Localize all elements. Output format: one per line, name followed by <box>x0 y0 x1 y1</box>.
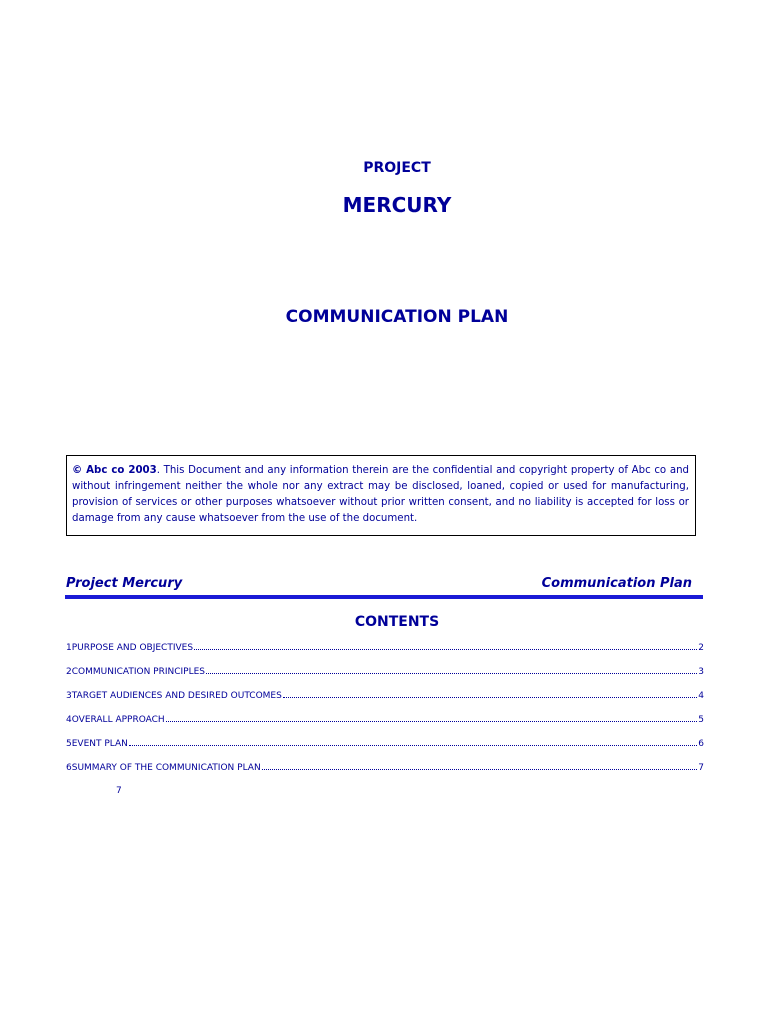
toc-entry-number: 5 <box>66 739 72 749</box>
toc-entry-number: 4 <box>66 715 72 725</box>
toc-entry-number: 2 <box>66 667 72 677</box>
project-label: PROJECT <box>363 160 431 176</box>
toc-leader-dots <box>166 720 698 722</box>
toc-entry-title: OVERALL APPROACH <box>71 715 165 725</box>
table-of-contents <box>66 643 704 787</box>
toc-entry[interactable] <box>66 643 704 667</box>
toc-entry[interactable] <box>66 739 704 763</box>
toc-leader-dots <box>262 768 698 770</box>
contents-heading: CONTENTS <box>354 614 440 630</box>
copyright-body: . This Document and any information therein are the confidential and copyright property of Abc co and without infringement neither the whole nor any extract may be disclosed, loaned, copied or used for manufacturing, provision of services or other purposes whatsoever without prior written consent, and no liability is accepted for loss or damage from any cause whatsoever from the use of the document. <box>72 465 690 524</box>
project-name-title: MERCURY <box>342 193 452 217</box>
running-header-left: Project Mercury <box>66 576 183 591</box>
toc-leader-dots <box>283 696 697 698</box>
toc-entry-title: COMMUNICATION PRINCIPLES <box>71 667 206 677</box>
toc-entry[interactable] <box>66 715 704 739</box>
toc-entry-title: TARGET AUDIENCES AND DESIRED OUTCOMES <box>71 691 282 701</box>
toc-entry-page: 7 <box>698 763 704 773</box>
toc-leader-dots <box>194 648 697 650</box>
toc-entry-title: PURPOSE AND OBJECTIVES <box>71 643 194 653</box>
copyright-lead: © Abc co 2003 <box>72 465 157 476</box>
toc-leader-dots <box>129 744 697 746</box>
toc-entry-page: 3 <box>698 667 704 677</box>
toc-entry-page: 4 <box>698 691 704 701</box>
trailing-page-number: 7 <box>116 786 122 796</box>
toc-entry[interactable] <box>66 667 704 691</box>
toc-entry-title: SUMMARY OF THE COMMUNICATION PLAN <box>71 763 261 773</box>
toc-entry[interactable] <box>66 691 704 715</box>
toc-entry-title: EVENT PLAN <box>71 739 128 749</box>
toc-entry[interactable] <box>66 763 704 787</box>
toc-entry-number: 6 <box>66 763 72 773</box>
toc-entry-page: 5 <box>698 715 704 725</box>
document-title: COMMUNICATION PLAN <box>285 307 509 327</box>
toc-leader-dots <box>206 672 697 674</box>
toc-entry-number: 3 <box>66 691 72 701</box>
copyright-notice <box>66 455 696 536</box>
toc-entry-number: 1 <box>66 643 72 653</box>
toc-entry-page: 6 <box>698 739 704 749</box>
header-rule <box>65 595 703 599</box>
running-header-right: Communication Plan <box>541 576 692 591</box>
toc-entry-page: 2 <box>698 643 704 653</box>
